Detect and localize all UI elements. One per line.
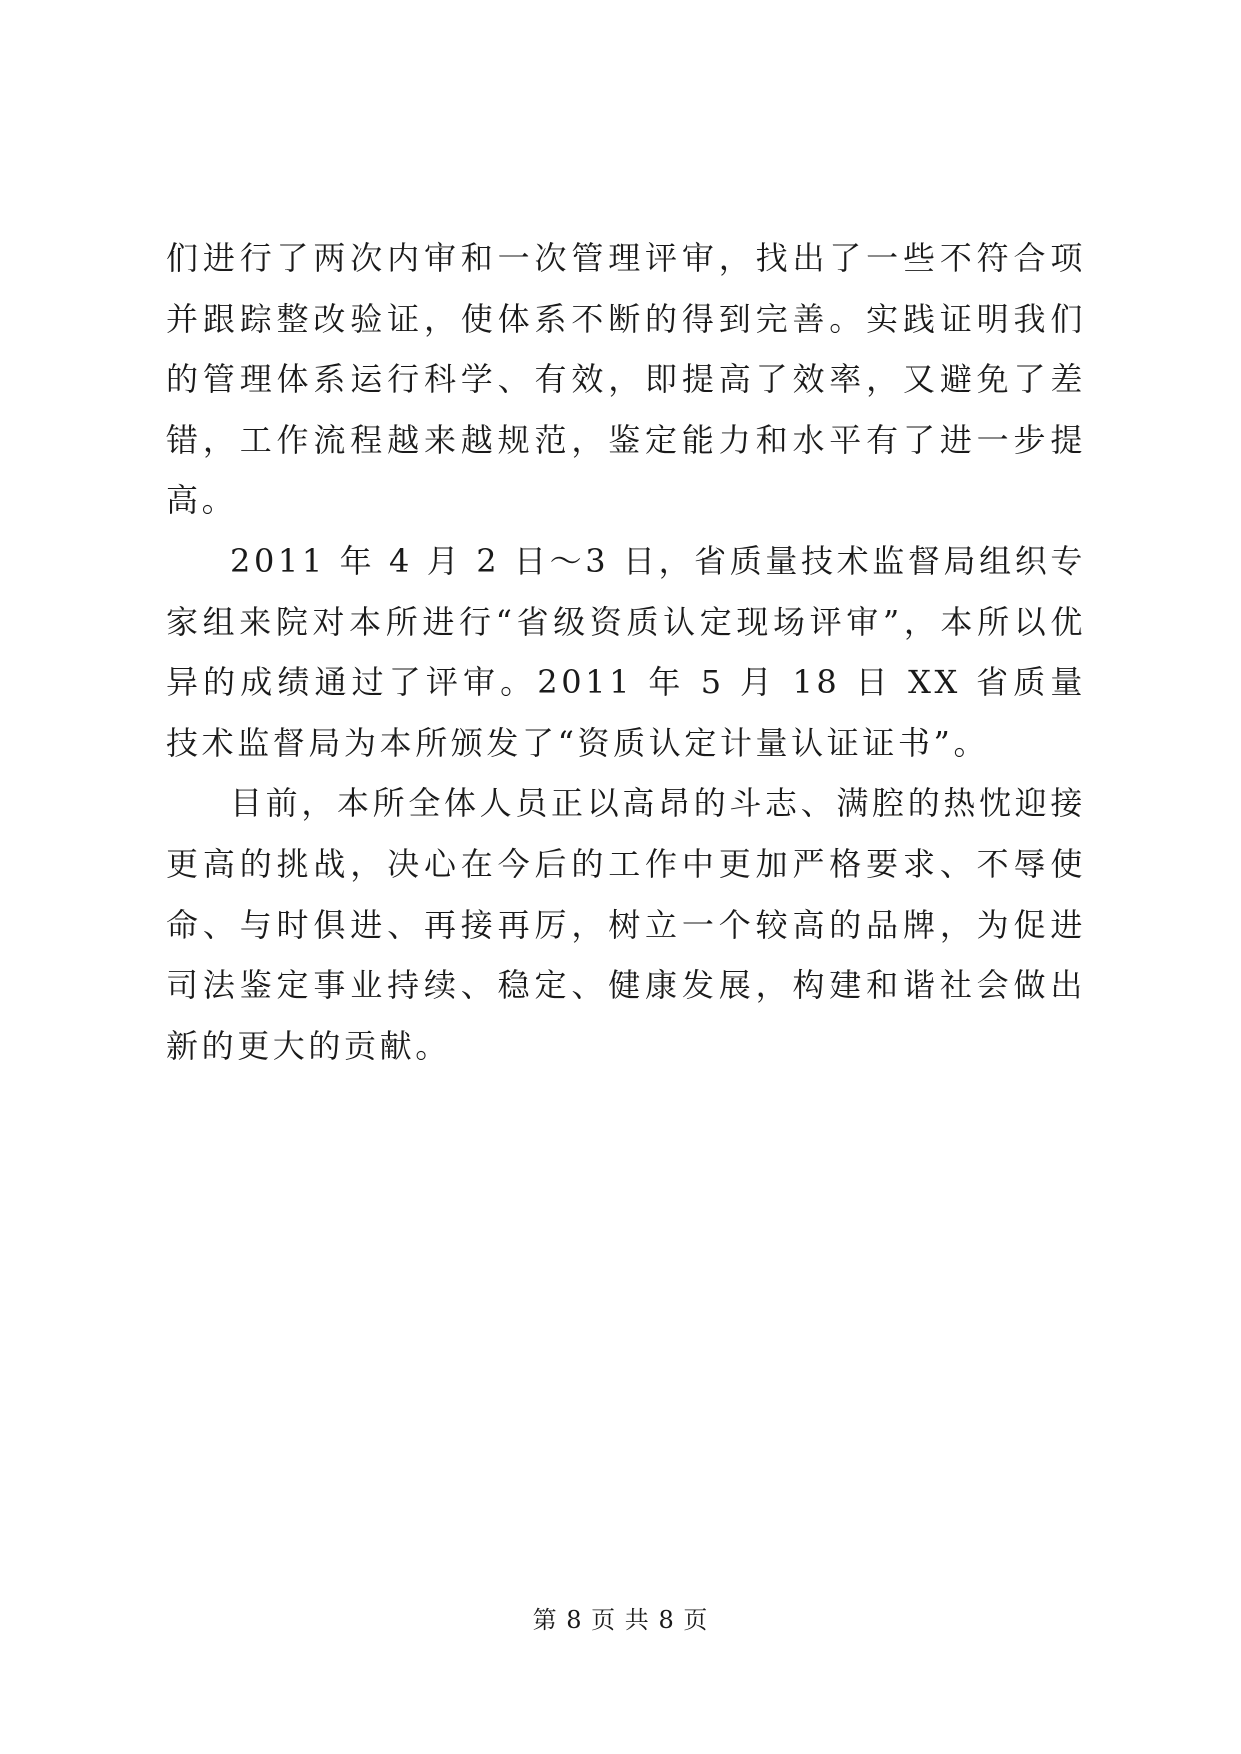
paragraph-accreditation-review: 2011 年 4 月 2 日～3 日，省质量技术监督局组织专家组来院对本所进行“省级资质认定现场评审”，本所以优异的成绩通过了评审。2011 年 5 月 18 日 XX 省质量技术监督局为本所颁发了“资质认定计量认证证书”。 (166, 541, 1086, 762)
document-body (166, 228, 1086, 1076)
page-footer: 第 8 页 共 8 页 (532, 1606, 709, 1634)
paragraph-continuation: 们进行了两次内审和一次管理评审，找出了一些不符合项并跟踪整改验证，使体系不断的得到完善。实践证明我们的管理体系运行科学、有效，即提高了效率，又避免了差错，工作流程越来越规范，鉴定能力和水平有了进一步提高。 (166, 239, 1086, 520)
paragraph-outlook: 目前，本所全体人员正以高昂的斗志、满腔的热忱迎接更高的挑战，决心在今后的工作中更加严格要求、不辱使命、与时俱进、再接再厉，树立一个较高的品牌，为促进司法鉴定事业持续、稳定、健康发展，构建和谐社会做出新的更大的贡献。 (166, 784, 1086, 1065)
